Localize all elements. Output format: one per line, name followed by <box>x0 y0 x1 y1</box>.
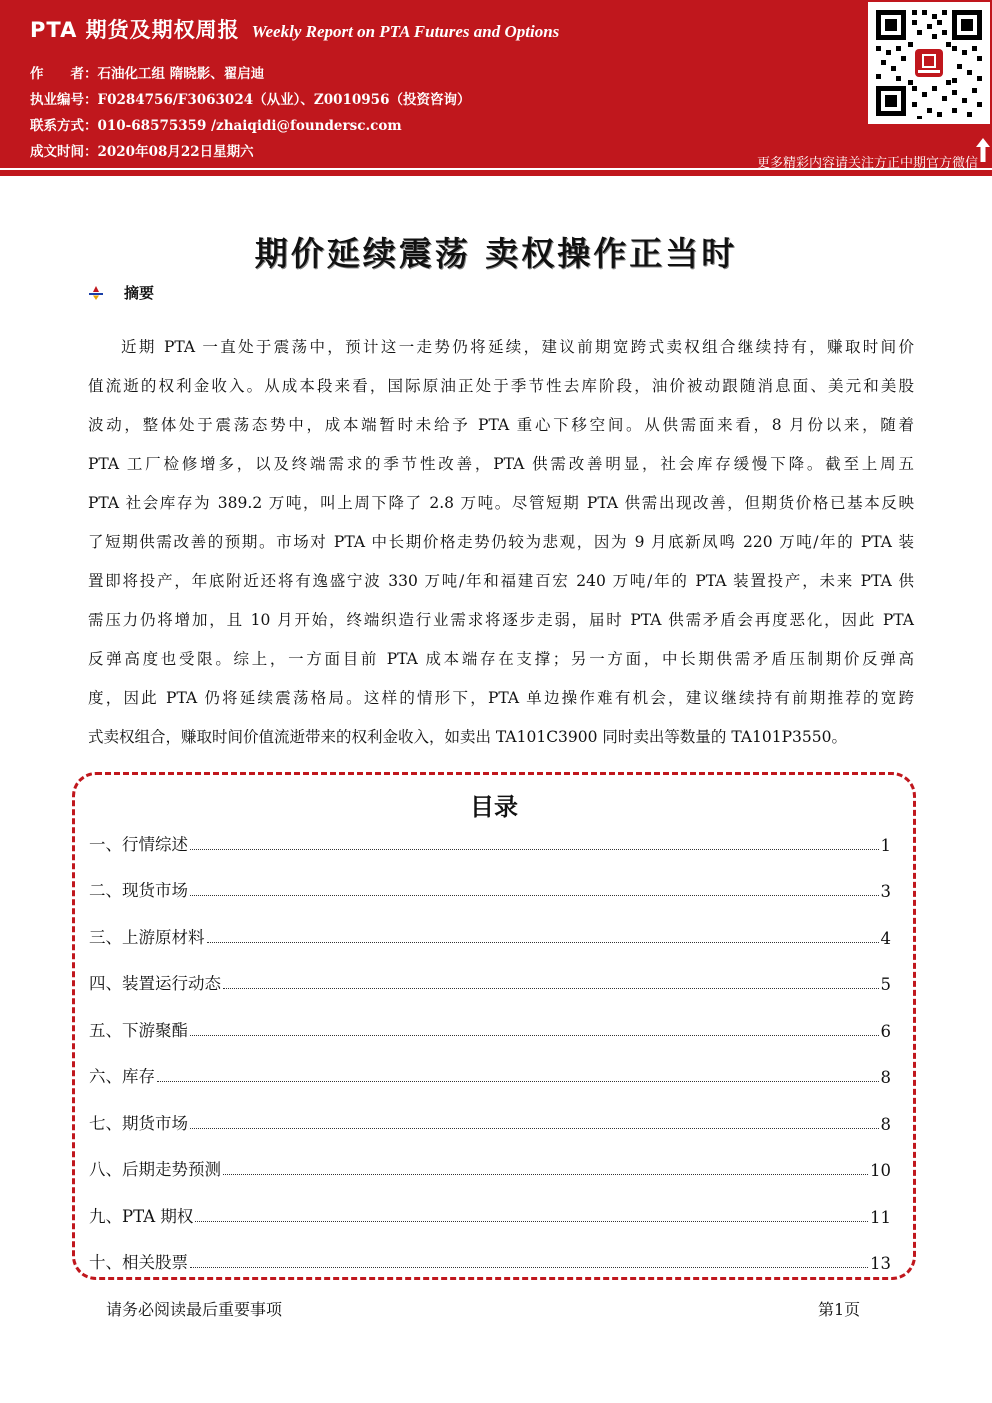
toc-entry[interactable] <box>89 924 891 948</box>
report-title <box>30 14 559 50</box>
toc-entry-title: 十、相关股票 <box>89 1253 188 1272</box>
toc-title: 目录 <box>470 793 518 821</box>
toc-entry[interactable] <box>89 970 891 994</box>
toc-entry-title: 四、装置运行动态 <box>89 974 221 993</box>
summary-line: 度，因此 PTA 仍将延续震荡格局。这样的情形下，PTA 单边操作难有机会，建议继续持有前期推荐的宽跨 <box>88 689 914 707</box>
toc-entry-page: 8 <box>880 1068 891 1087</box>
author-row <box>30 62 264 82</box>
summary-line: 值流逝的权利金收入。从成本段来看，国际原油正处于季节性去库阶段，油价被动跟随消息面、美元和美股 <box>88 377 914 395</box>
arrow-up-icon <box>976 138 990 162</box>
toc-leader-dots <box>207 941 879 943</box>
summary-line: PTA 工厂检修增多，以及终端需求的季节性改善，PTA 供需改善明显，社会库存缓慢下降。截至上周五 <box>88 455 914 473</box>
summary-text <box>88 328 914 757</box>
toc-entry-page: 11 <box>870 1208 891 1227</box>
toc-leader-dots <box>190 1266 868 1268</box>
toc-entry-title: 六、库存 <box>89 1067 155 1086</box>
toc-entry[interactable] <box>89 1017 891 1041</box>
summary-line: 反弹高度也受限。综上，一方面目前 PTA 成本端存在支撑；另一方面，中长期供需矛盾压制期价反弹高 <box>88 650 914 668</box>
toc-leader-dots <box>157 1080 879 1082</box>
summary-line: PTA 社会库存为 389.2 万吨，叫上周下降了 2.8 万吨。尽管短期 PTA 供需出现改善，但期货价格已基本反映 <box>88 494 914 512</box>
footer-notice: 请务必阅读最后重要事项 <box>106 1300 283 1319</box>
follow-wechat-text: 更多精彩内容请关注方正中期官方微信 <box>756 156 978 171</box>
toc-leader-dots <box>190 894 879 896</box>
contact-row <box>30 114 402 134</box>
toc-entry-page: 8 <box>880 1115 891 1134</box>
summary-line: 了短期供需改善的预期。市场对 PTA 中长期价格走势仍较为悲观，因为 9 月底新凤鸣 220 万吨/年的 PTA 装 <box>88 533 914 551</box>
toc-entry-title: 七、期货市场 <box>89 1114 188 1133</box>
toc-leader-dots <box>223 987 879 989</box>
summary-line: 式卖权组合，赚取时间价值流逝带来的权利金收入，如卖出 TA101C3900 同时卖出等数量的 TA101P3550。 <box>88 728 848 746</box>
toc-entry-title: 五、下游聚酯 <box>89 1021 188 1040</box>
author-value: 石油化工组 隋晓影、翟启迪 <box>97 66 265 82</box>
toc-entry-page: 4 <box>880 929 891 948</box>
toc-entry[interactable] <box>89 1110 891 1134</box>
footer-page-number: 第1页 <box>818 1300 861 1319</box>
summary-heading <box>88 282 154 303</box>
report-title-en: Weekly Report on PTA Futures and Options <box>251 22 560 41</box>
toc-entry[interactable] <box>89 1156 891 1180</box>
contact-label: 联系方式： <box>30 118 98 134</box>
report-title-cn: PTA 期货及期权周报 <box>30 18 240 42</box>
summary-line: 需压力仍将增加，且 10 月开始，终端织造行业需求将逐步走弱，届时 PTA 供需矛盾会再度恶化，因此 PTA <box>88 611 914 629</box>
toc-entry[interactable] <box>89 1203 891 1227</box>
toc-entry[interactable] <box>89 877 891 901</box>
toc-entry-title: 一、行情综述 <box>89 835 188 854</box>
toc-entry-page: 1 <box>880 836 891 855</box>
license-row <box>30 88 470 108</box>
toc-leader-dots <box>190 1034 879 1036</box>
bullet-icon <box>88 285 104 301</box>
toc-leader-dots <box>190 848 879 850</box>
date-value: 2020年08月22日星期六 <box>97 144 254 160</box>
toc-entry-title: 九、PTA 期权 <box>89 1207 194 1226</box>
toc-entry-page: 13 <box>870 1254 891 1273</box>
contact-value[interactable]: 010-68575359 /zhaiqidi@foundersc.com <box>97 118 402 134</box>
license-label: 执业编号： <box>30 92 98 108</box>
toc-entry-page: 6 <box>880 1022 891 1041</box>
toc-entry-page: 3 <box>880 882 891 901</box>
toc-entry-title: 二、现货市场 <box>89 881 188 900</box>
summary-line: 波动，整体处于震荡态势中，成本端暂时未给予 PTA 重心下移空间。从供需面来看，8 月份以来，随着 <box>88 416 914 434</box>
toc-leader-dots <box>223 1173 868 1175</box>
report-header <box>0 0 992 176</box>
toc-entry-title: 八、后期走势预测 <box>89 1160 221 1179</box>
toc-entry[interactable] <box>89 831 891 855</box>
summary-line: 置即将投产，年底附近还将有逸盛宁波 330 万吨/年和福建百宏 240 万吨/年的 PTA 装置投产，未来 PTA 供 <box>88 572 914 590</box>
toc-entry-title: 三、上游原材料 <box>89 928 205 947</box>
table-of-contents <box>72 772 916 1280</box>
date-label: 成文时间： <box>30 144 98 160</box>
date-row <box>30 140 254 160</box>
toc-entry[interactable] <box>89 1249 891 1273</box>
author-label: 作 者： <box>30 66 98 82</box>
toc-leader-dots <box>195 1220 868 1222</box>
page-title: 期价延续震荡 卖权操作正当时 <box>254 234 738 273</box>
toc-entry-page: 10 <box>870 1161 891 1180</box>
toc-entry-page: 5 <box>880 975 891 994</box>
summary-line: 近期 PTA 一直处于震荡中，预计这一走势仍将延续，建议前期宽跨式卖权组合继续持有，赚取时间价 <box>121 338 914 356</box>
toc-entry[interactable] <box>89 1063 891 1087</box>
toc-leader-dots <box>190 1127 879 1129</box>
summary-label: 摘要 <box>124 284 155 302</box>
qr-code-icon <box>868 2 990 124</box>
license-value: F0284756/F3063024（从业）、Z0010956（投资咨询） <box>97 92 471 108</box>
